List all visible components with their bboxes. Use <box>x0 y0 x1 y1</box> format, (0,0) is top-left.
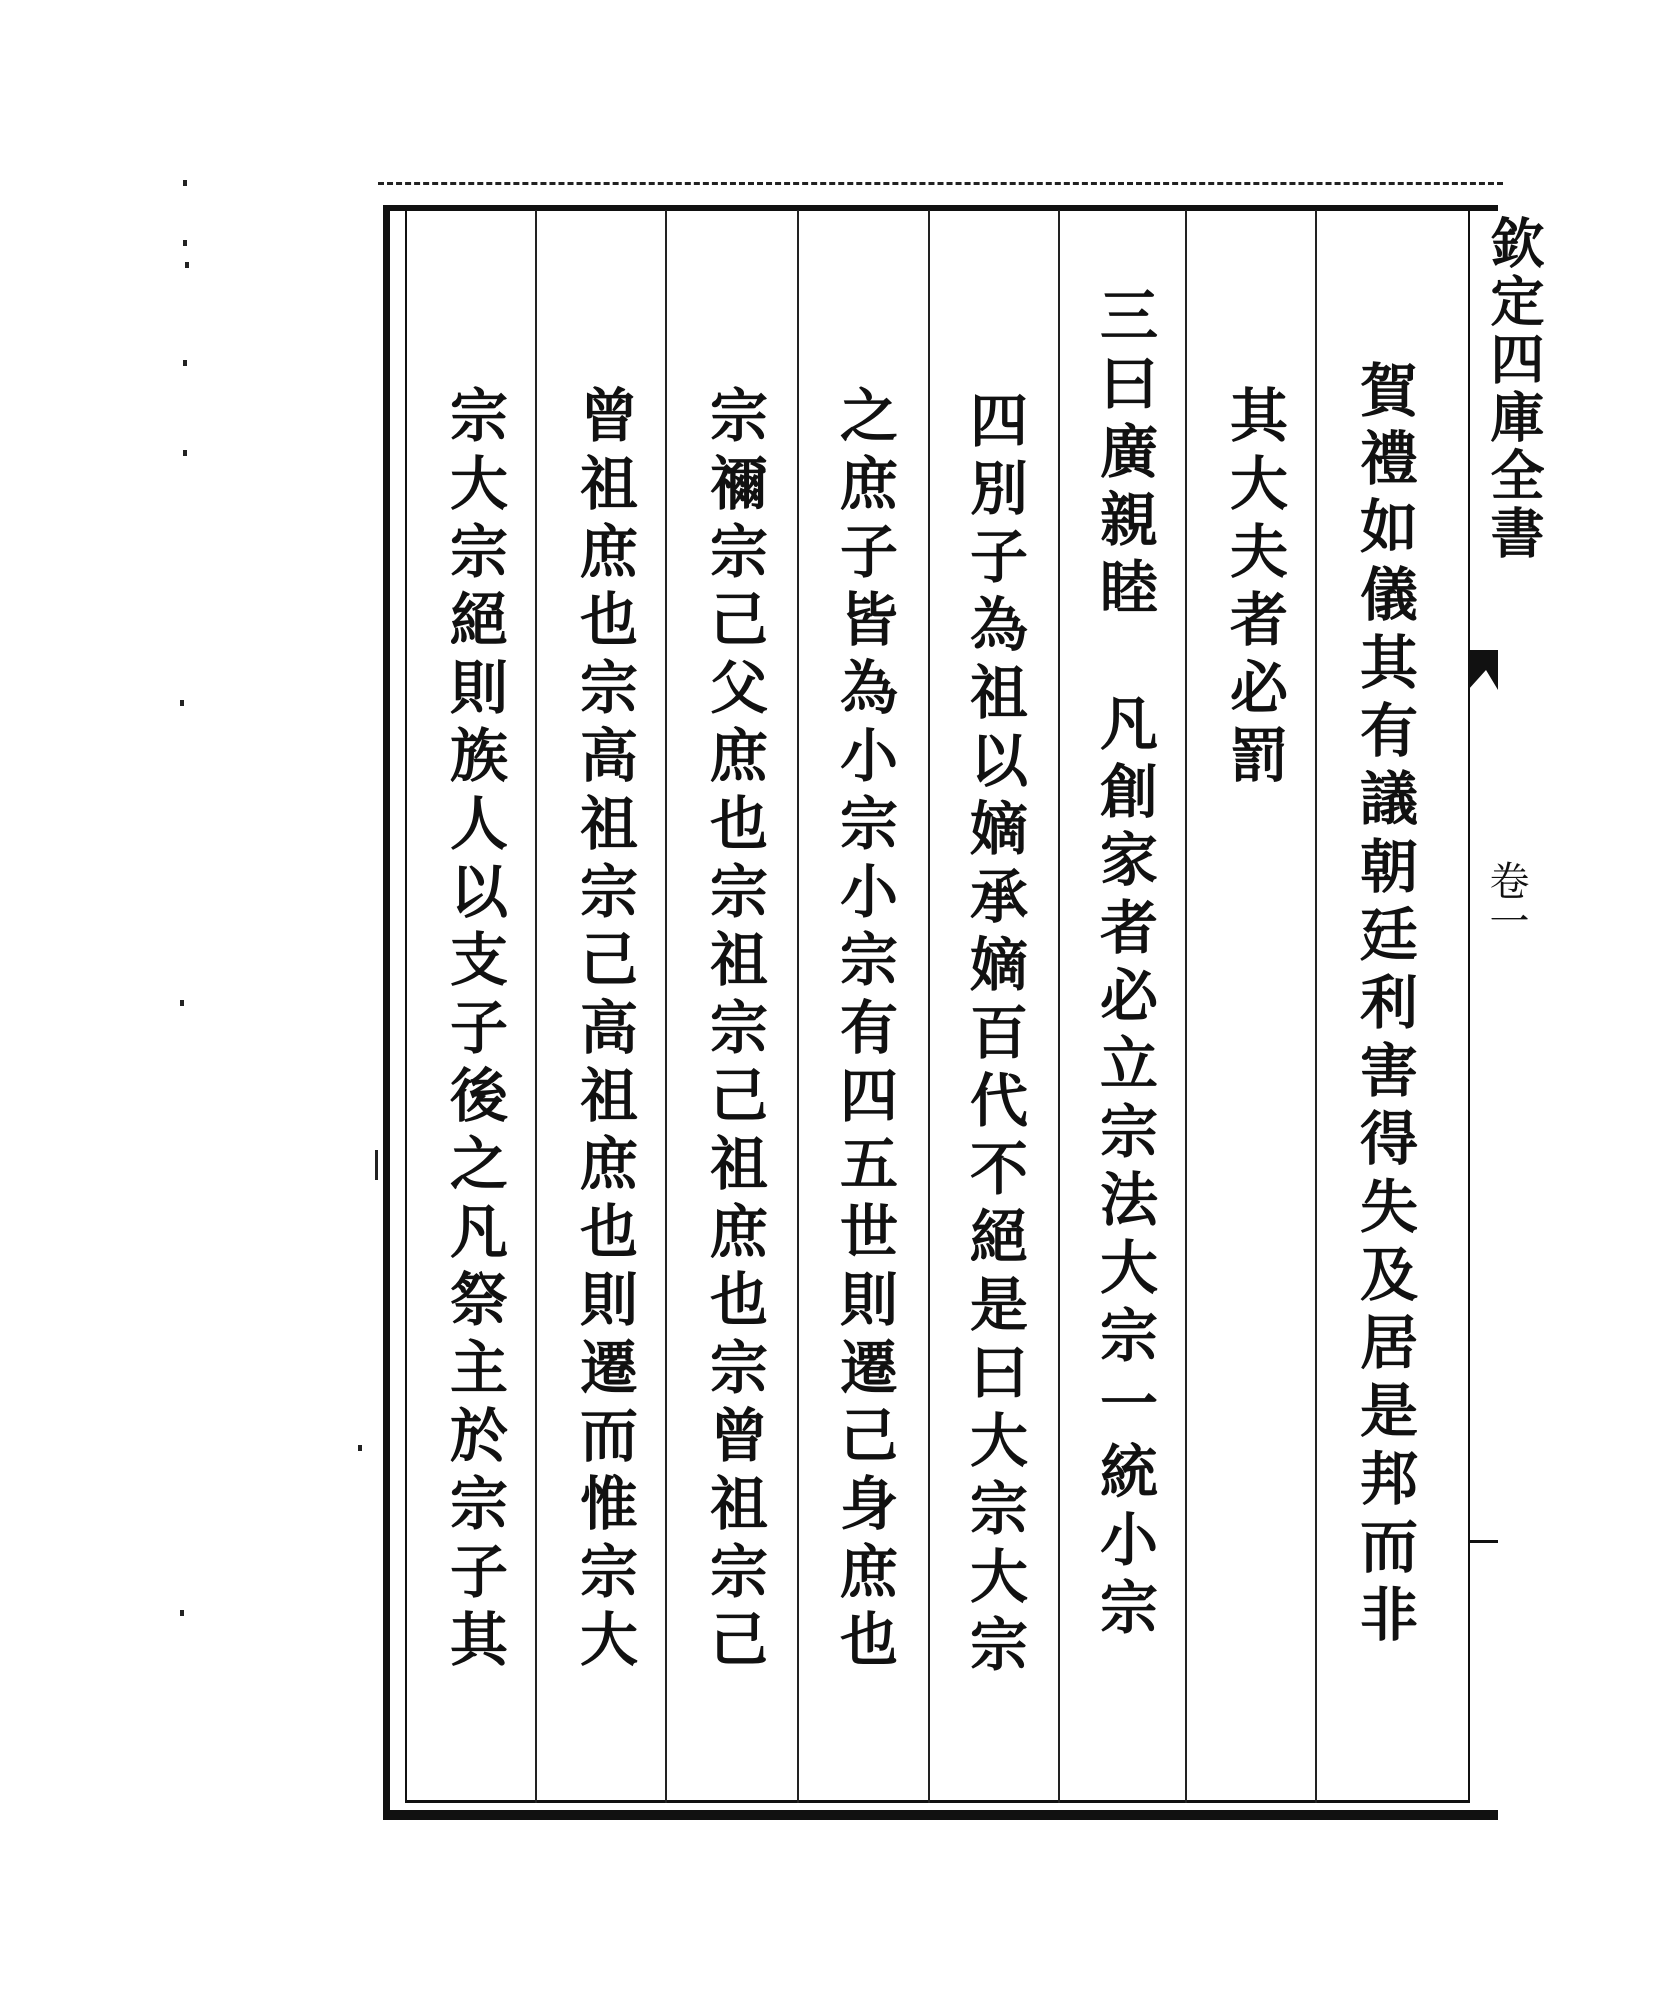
column-divider <box>797 210 799 1803</box>
text-column-1: 賀禮如儀其有議朝廷利害得失及居是邦而非 <box>1350 360 1418 1652</box>
scan-mark <box>185 262 189 268</box>
scan-mark <box>375 1150 378 1180</box>
text-column-3: 三曰廣親睦 凡創家者必立宗法大宗一統小宗 <box>1090 285 1158 1645</box>
juan-number: 卷一 <box>1483 860 1529 940</box>
scan-mark <box>358 1445 362 1451</box>
text-column-4: 四別子為祖以嫡承嫡百代不絕是曰大宗大宗 <box>960 390 1028 1682</box>
column-divider <box>535 210 537 1803</box>
scan-mark <box>180 700 184 706</box>
column-divider <box>1185 210 1187 1803</box>
scan-mark <box>183 180 187 186</box>
column-divider <box>928 210 930 1803</box>
text-column-2: 其大夫者必罰 <box>1220 385 1288 793</box>
book-title: 欽定四庫全書 <box>1482 215 1546 563</box>
text-column-8: 宗大宗絕則族人以支子後之凡祭主於宗子其 <box>440 385 508 1677</box>
text-column-7: 曾祖庶也宗高祖宗己高祖庶也則遷而惟宗大 <box>570 385 638 1677</box>
text-block-border <box>405 210 1470 1803</box>
scan-mark <box>180 1000 184 1006</box>
text-column-6: 宗禰宗己父庶也宗祖宗己祖庶也宗曾祖宗己 <box>700 385 768 1677</box>
scan-mark <box>183 450 187 456</box>
edge-rule <box>1468 1540 1498 1543</box>
scan-mark <box>180 1610 184 1616</box>
top-rule <box>378 182 1503 191</box>
column-divider <box>1058 210 1060 1803</box>
scan-mark <box>183 360 187 366</box>
column-divider <box>665 210 667 1803</box>
scan-mark <box>183 240 187 246</box>
column-divider <box>1315 210 1317 1803</box>
text-column-5: 之庶子皆為小宗小宗有四五世則遷己身庶也 <box>830 385 898 1677</box>
